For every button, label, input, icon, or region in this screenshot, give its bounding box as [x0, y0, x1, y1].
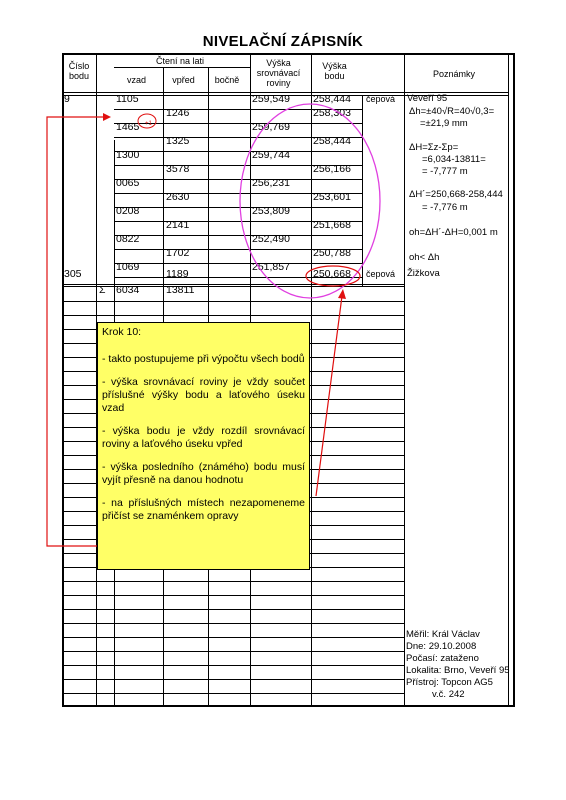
highlight-circle-correction — [138, 114, 156, 128]
cell-vyska: 258,444 — [313, 93, 351, 105]
correction-mark: +1 — [145, 121, 152, 127]
cell-srov: 253,809 — [252, 205, 290, 217]
header-vzad: vzad — [126, 75, 146, 85]
cell-vzad: 1105 — [116, 93, 139, 105]
cell-vyska: 258,444 — [313, 135, 351, 147]
header-vyska-srov-3: roviny — [266, 78, 291, 88]
footer-weather: Počasí: zataženo — [406, 653, 479, 664]
arrow-line-left — [47, 117, 105, 546]
arrowhead-left — [103, 113, 111, 121]
footer-serial: v.č. 242 — [432, 689, 465, 700]
cell-vpred: 2630 — [166, 191, 190, 203]
cell-srov: 259,549 — [252, 93, 290, 105]
footer-date: Dne: 29.10.2008 — [406, 641, 477, 652]
cell-stab: čepová — [366, 94, 396, 104]
cell-stab: čepová — [366, 269, 396, 279]
callout-step: - výška bodu je vždy rozdíl srovnávací roviny a laťového úseku vpřed — [102, 425, 305, 450]
footer-instrument: Přístroj: Topcon AG5 — [406, 677, 493, 688]
note-location: Veveří 95 — [407, 93, 448, 104]
header-poznamky: Poznámky — [432, 69, 476, 79]
callout-step: - takto postupujeme při výpočtu všech bodů — [102, 353, 305, 365]
cell-vzad: 0208 — [116, 205, 140, 217]
footer-location: Lokalita: Brno, Veveří 95 — [406, 665, 510, 676]
note-location: Žižkova — [407, 268, 440, 279]
cell-vzad: 1069 — [116, 261, 140, 273]
callout-step: - výška srovnávací roviny je vždy součet příslušné výšky bodu a laťového úseku vzad — [102, 376, 305, 414]
callout-step: - výška posledního (známého) bodu musí vyjít přesně na danou hodnotu — [102, 461, 305, 486]
cell-vyska: 256,166 — [313, 163, 351, 175]
cell-vpred: 2141 — [166, 219, 190, 231]
header-vyska-bodu-1: Výška — [322, 61, 347, 71]
callout-step: - na příslušných místech nezapomeneme přičíst se znaménkem opravy — [102, 497, 305, 522]
highlight-circle-final — [306, 266, 360, 286]
note-delta-h: ΔH=Σz-Σp= — [409, 142, 459, 153]
note-delta-h-value: = -7,777 m — [422, 166, 468, 177]
note-delta-h-prime: ΔH´=250,668-258,444 — [409, 189, 503, 200]
header-cteni: Čtení na lati — [155, 56, 205, 66]
cell-vyska: 251,668 — [313, 219, 351, 231]
note-misclosure: oh=ΔH´-ΔH=0,001 m — [409, 227, 498, 238]
sum-vpred: 13811 — [166, 284, 195, 296]
footer-surveyor: Měřil: Král Václav — [406, 629, 480, 640]
arrowhead-right — [338, 289, 346, 299]
cell-vyska: 258,303 — [313, 107, 351, 119]
cell-vyska: 250,788 — [313, 247, 351, 259]
cell-vyska: 250,668 — [313, 268, 351, 280]
page-title: NIVELAČNÍ ZÁPISNÍK — [202, 33, 364, 50]
cell-srov: 259,744 — [252, 149, 290, 161]
cell-vzad: 1300 — [116, 149, 140, 161]
header-vyska-bodu-2: bodu — [324, 71, 345, 81]
header-vyska-srov-2: srovnávací — [256, 68, 301, 78]
cell-srov: 259,769 — [252, 121, 290, 133]
cell-srov: 252,490 — [252, 233, 290, 245]
sum-vzad: 6034 — [116, 284, 140, 296]
cell-vpred: 1189 — [166, 268, 189, 280]
note-tolerance-value: =±21,9 mm — [420, 118, 468, 129]
header-vpred: vpřed — [172, 75, 195, 85]
note-check: oh< Δh — [409, 252, 440, 263]
note-tolerance: Δh=±40√R=40√0,3= — [409, 106, 495, 117]
cell-vpred: 1325 — [166, 135, 190, 147]
cell-bod: 305 — [64, 268, 82, 280]
sum-symbol: Σ — [99, 284, 106, 296]
arrow-line-right — [316, 296, 342, 496]
header-bocne: bočně — [214, 75, 240, 85]
cell-vyska: 253,601 — [313, 191, 351, 203]
cell-vpred: 3578 — [166, 163, 190, 175]
header-cislo-line1: Číslo — [68, 61, 90, 71]
cell-bod: 9 — [64, 93, 70, 105]
cell-vzad: 0822 — [116, 233, 140, 245]
header-cislo-line2: bodu — [68, 71, 90, 81]
header-vyska-srov-1: Výška — [266, 58, 291, 68]
note-delta-h-prime-value: = -7,776 m — [422, 202, 468, 213]
cell-vpred: 1246 — [166, 107, 190, 119]
highlight-ellipse — [240, 104, 380, 298]
cell-vzad: 1465 — [116, 121, 140, 133]
cell-vzad: 0065 — [116, 177, 140, 189]
callout-heading: Krok 10: — [102, 326, 142, 338]
cell-srov: 251,857 — [252, 261, 290, 273]
note-delta-h-calc: =6,034-13811= — [422, 154, 486, 165]
cell-vpred: 1702 — [166, 247, 190, 259]
cell-srov: 256,231 — [252, 177, 290, 189]
